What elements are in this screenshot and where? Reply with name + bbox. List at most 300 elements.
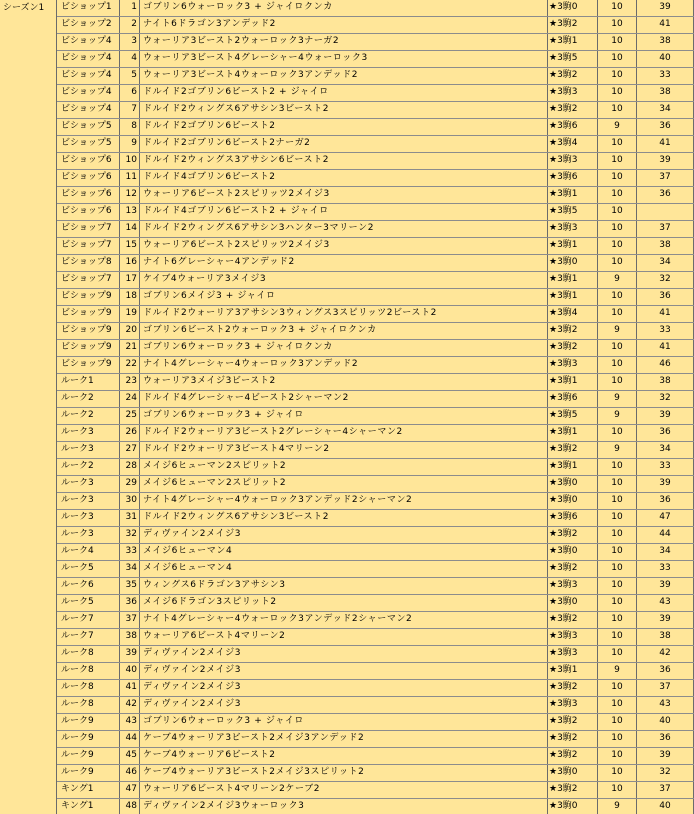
table-row: [57, 204, 694, 221]
value-cell-2[interactable]: 34: [637, 102, 694, 118]
value-cell-2[interactable]: 38: [637, 629, 694, 645]
rank-cell[interactable]: ビショップ9: [57, 323, 120, 339]
value-cell-2[interactable]: 36: [637, 119, 694, 135]
star-cell[interactable]: ★3駒1: [548, 459, 598, 475]
value-cell-1[interactable]: 9: [598, 442, 637, 458]
star-cell[interactable]: ★3駒5: [548, 51, 598, 67]
rank-cell[interactable]: ビショップ7: [57, 238, 120, 254]
composition-cell[interactable]: ウォーリア3ビースト4グレーシャー4ウォーロック3: [140, 51, 548, 67]
value-cell-1[interactable]: 10: [598, 646, 637, 662]
index-cell[interactable]: 37: [120, 612, 140, 628]
rank-cell[interactable]: ビショップ9: [57, 340, 120, 356]
value-cell-2[interactable]: 34: [637, 442, 694, 458]
composition-cell[interactable]: ディヴァイン2メイジ3: [140, 646, 548, 662]
composition-cell[interactable]: メイジ6ドラゴン3スピリット2: [140, 595, 548, 611]
rank-cell[interactable]: ルーク4: [57, 544, 120, 560]
rank-cell[interactable]: ビショップ4: [57, 102, 120, 118]
value-cell-1[interactable]: 10: [598, 85, 637, 101]
star-cell[interactable]: ★3駒3: [548, 85, 598, 101]
star-cell[interactable]: ★3駒1: [548, 187, 598, 203]
value-cell-2[interactable]: 34: [637, 544, 694, 560]
composition-cell[interactable]: ナイト6ドラゴン3アンデッド2: [140, 17, 548, 33]
value-cell-2[interactable]: 36: [637, 493, 694, 509]
value-cell-2[interactable]: 46: [637, 357, 694, 373]
value-cell-2[interactable]: 44: [637, 527, 694, 543]
star-cell[interactable]: ★3駒3: [548, 578, 598, 594]
composition-cell[interactable]: メイジ6ヒューマン4: [140, 544, 548, 560]
rank-cell[interactable]: ビショップ9: [57, 306, 120, 322]
star-cell[interactable]: ★3駒2: [548, 612, 598, 628]
table-row: [57, 170, 694, 187]
rank-cell[interactable]: ビショップ6: [57, 170, 120, 186]
value-cell-2[interactable]: 39: [637, 408, 694, 424]
table-row: [57, 68, 694, 85]
value-cell-1[interactable]: 10: [598, 34, 637, 50]
star-cell[interactable]: ★3駒1: [548, 425, 598, 441]
composition-cell[interactable]: ドルイド2ウォーリア3アサシン3ウィングス3スピリッツ2ビースト2: [140, 306, 548, 322]
value-cell-2[interactable]: 39: [637, 476, 694, 492]
rank-cell[interactable]: ルーク7: [57, 612, 120, 628]
star-cell[interactable]: ★3駒4: [548, 306, 598, 322]
value-cell-1[interactable]: 10: [598, 221, 637, 237]
star-cell[interactable]: ★3駒0: [548, 255, 598, 271]
value-cell-1[interactable]: 10: [598, 612, 637, 628]
index-cell[interactable]: 45: [120, 748, 140, 764]
index-cell[interactable]: 12: [120, 187, 140, 203]
star-cell[interactable]: ★3駒0: [548, 544, 598, 560]
value-cell-2[interactable]: 39: [637, 0, 694, 16]
rank-cell[interactable]: ルーク5: [57, 561, 120, 577]
rank-cell[interactable]: ビショップ7: [57, 221, 120, 237]
index-cell[interactable]: 28: [120, 459, 140, 475]
composition-cell[interactable]: ドルイド2ウィングス6アサシン3ビースト2: [140, 510, 548, 526]
star-cell[interactable]: ★3駒3: [548, 697, 598, 713]
value-cell-1[interactable]: 10: [598, 544, 637, 560]
value-cell-1[interactable]: 9: [598, 323, 637, 339]
rank-cell[interactable]: ビショップ6: [57, 187, 120, 203]
star-cell[interactable]: ★3駒6: [548, 119, 598, 135]
composition-cell[interactable]: ケイブ4ウォーリア3メイジ3: [140, 272, 548, 288]
star-cell[interactable]: ★3駒5: [548, 408, 598, 424]
composition-cell[interactable]: ゴブリン6メイジ3 + ジャイロ: [140, 289, 548, 305]
index-cell[interactable]: 5: [120, 68, 140, 84]
composition-cell[interactable]: ウォーリア6ビースト2スピリッツ2メイジ3: [140, 187, 548, 203]
index-cell[interactable]: 25: [120, 408, 140, 424]
index-cell[interactable]: 13: [120, 204, 140, 220]
value-cell-1[interactable]: 10: [598, 68, 637, 84]
star-cell[interactable]: ★3駒6: [548, 170, 598, 186]
rank-cell[interactable]: ビショップ4: [57, 85, 120, 101]
index-cell[interactable]: 23: [120, 374, 140, 390]
index-cell[interactable]: 8: [120, 119, 140, 135]
value-cell-2[interactable]: [637, 204, 694, 220]
star-cell[interactable]: ★3駒2: [548, 561, 598, 577]
index-cell[interactable]: 6: [120, 85, 140, 101]
rank-cell[interactable]: ビショップ2: [57, 17, 120, 33]
index-cell[interactable]: 22: [120, 357, 140, 373]
value-cell-1[interactable]: 10: [598, 561, 637, 577]
star-cell[interactable]: ★3駒3: [548, 357, 598, 373]
value-cell-2[interactable]: 36: [637, 289, 694, 305]
star-cell[interactable]: ★3駒1: [548, 374, 598, 390]
value-cell-2[interactable]: 41: [637, 136, 694, 152]
composition-cell[interactable]: ゴブリン6ウォーロック3 + ジャイロクンカ: [140, 340, 548, 356]
rank-cell[interactable]: ビショップ6: [57, 204, 120, 220]
value-cell-1[interactable]: 10: [598, 782, 637, 798]
index-cell[interactable]: 34: [120, 561, 140, 577]
index-cell[interactable]: 15: [120, 238, 140, 254]
value-cell-2[interactable]: 38: [637, 374, 694, 390]
index-cell[interactable]: 41: [120, 680, 140, 696]
index-cell[interactable]: 10: [120, 153, 140, 169]
value-cell-2[interactable]: 39: [637, 578, 694, 594]
rank-cell[interactable]: ルーク8: [57, 697, 120, 713]
star-cell[interactable]: ★3駒0: [548, 595, 598, 611]
rank-cell[interactable]: キング1: [57, 799, 120, 814]
composition-cell[interactable]: メイジ6ヒューマン4: [140, 561, 548, 577]
star-cell[interactable]: ★3駒0: [548, 765, 598, 781]
star-cell[interactable]: ★3駒0: [548, 799, 598, 814]
composition-cell[interactable]: ドルイド2ゴブリン6ビースト2: [140, 119, 548, 135]
table-row: [57, 459, 694, 476]
index-cell[interactable]: 47: [120, 782, 140, 798]
composition-cell[interactable]: ナイト4グレーシャー4ウォーロック3アンデッド2シャーマン2: [140, 493, 548, 509]
value-cell-1[interactable]: 10: [598, 493, 637, 509]
index-cell[interactable]: 3: [120, 34, 140, 50]
rank-cell[interactable]: ビショップ4: [57, 51, 120, 67]
composition-cell[interactable]: ディヴァイン2メイジ3: [140, 680, 548, 696]
composition-cell[interactable]: メイジ6ヒューマン2スピリット2: [140, 476, 548, 492]
value-cell-2[interactable]: 37: [637, 680, 694, 696]
rank-cell[interactable]: ビショップ5: [57, 119, 120, 135]
composition-cell[interactable]: ドルイド2ゴブリン6ビースト2ナーガ2: [140, 136, 548, 152]
value-cell-1[interactable]: 10: [598, 510, 637, 526]
star-cell[interactable]: ★3駒0: [548, 476, 598, 492]
index-cell[interactable]: 30: [120, 493, 140, 509]
rank-cell[interactable]: ビショップ9: [57, 289, 120, 305]
value-cell-1[interactable]: 10: [598, 0, 637, 16]
table-row: [57, 306, 694, 323]
value-cell-1[interactable]: 10: [598, 374, 637, 390]
rank-cell[interactable]: ビショップ8: [57, 255, 120, 271]
index-cell[interactable]: 44: [120, 731, 140, 747]
value-cell-1[interactable]: 10: [598, 731, 637, 747]
table-row: [57, 323, 694, 340]
rank-cell[interactable]: ルーク2: [57, 408, 120, 424]
value-cell-1[interactable]: 10: [598, 697, 637, 713]
value-cell-1[interactable]: 9: [598, 119, 637, 135]
table-row: [57, 731, 694, 748]
rank-cell[interactable]: キング1: [57, 782, 120, 798]
rank-cell[interactable]: ルーク2: [57, 459, 120, 475]
rank-cell[interactable]: ルーク3: [57, 476, 120, 492]
rank-cell[interactable]: ルーク3: [57, 493, 120, 509]
composition-cell[interactable]: ドルイド2ウォーリア3ビースト2グレーシャー4シャーマン2: [140, 425, 548, 441]
value-cell-2[interactable]: 42: [637, 646, 694, 662]
star-cell[interactable]: ★3駒3: [548, 153, 598, 169]
value-cell-2[interactable]: 36: [637, 425, 694, 441]
value-cell-2[interactable]: 33: [637, 68, 694, 84]
value-cell-1[interactable]: 10: [598, 595, 637, 611]
composition-cell[interactable]: ゴブリン6ウォーロック3 + ジャイロ: [140, 408, 548, 424]
rank-cell[interactable]: ルーク8: [57, 646, 120, 662]
value-cell-2[interactable]: 36: [637, 663, 694, 679]
index-cell[interactable]: 4: [120, 51, 140, 67]
rank-cell[interactable]: ルーク3: [57, 442, 120, 458]
value-cell-1[interactable]: 10: [598, 153, 637, 169]
star-cell[interactable]: ★3駒4: [548, 136, 598, 152]
star-cell[interactable]: ★3駒0: [548, 0, 598, 16]
index-cell[interactable]: 18: [120, 289, 140, 305]
index-cell[interactable]: 42: [120, 697, 140, 713]
index-cell[interactable]: 31: [120, 510, 140, 526]
rank-cell[interactable]: ルーク9: [57, 731, 120, 747]
star-cell[interactable]: ★3駒2: [548, 68, 598, 84]
table-row: [57, 255, 694, 272]
index-cell[interactable]: 27: [120, 442, 140, 458]
table-row: [57, 119, 694, 136]
composition-cell[interactable]: ドルイド4ゴブリン6ビースト2: [140, 170, 548, 186]
value-cell-2[interactable]: 33: [637, 459, 694, 475]
value-cell-1[interactable]: 10: [598, 306, 637, 322]
composition-cell[interactable]: ケーブ4ウォーリア6ビースト2: [140, 748, 548, 764]
star-cell[interactable]: ★3駒2: [548, 340, 598, 356]
rank-cell[interactable]: ルーク3: [57, 527, 120, 543]
composition-cell[interactable]: ディヴァイン2メイジ3: [140, 527, 548, 543]
rank-cell[interactable]: ルーク3: [57, 425, 120, 441]
value-cell-1[interactable]: 10: [598, 578, 637, 594]
rank-cell[interactable]: ルーク9: [57, 714, 120, 730]
value-cell-1[interactable]: 10: [598, 357, 637, 373]
value-cell-2[interactable]: 43: [637, 697, 694, 713]
value-cell-1[interactable]: 10: [598, 714, 637, 730]
composition-cell[interactable]: メイジ6ヒューマン2スピリット2: [140, 459, 548, 475]
table-row: [57, 102, 694, 119]
index-cell[interactable]: 19: [120, 306, 140, 322]
value-cell-2[interactable]: 39: [637, 612, 694, 628]
value-cell-2[interactable]: 40: [637, 799, 694, 814]
star-cell[interactable]: ★3駒2: [548, 527, 598, 543]
rank-cell[interactable]: ビショップ4: [57, 68, 120, 84]
composition-cell[interactable]: ケーブ4ウォーリア3ビースト2メイジ3アンデッド2: [140, 731, 548, 747]
composition-cell[interactable]: ウォーリア6ビースト4マリーン2: [140, 629, 548, 645]
value-cell-2[interactable]: 41: [637, 340, 694, 356]
value-cell-1[interactable]: 10: [598, 680, 637, 696]
index-cell[interactable]: 38: [120, 629, 140, 645]
value-cell-2[interactable]: 39: [637, 153, 694, 169]
rank-cell[interactable]: ルーク8: [57, 663, 120, 679]
value-cell-1[interactable]: 9: [598, 799, 637, 814]
index-cell[interactable]: 11: [120, 170, 140, 186]
star-cell[interactable]: ★3駒2: [548, 714, 598, 730]
star-cell[interactable]: ★3駒1: [548, 289, 598, 305]
composition-cell[interactable]: ドルイド4グレーシャー4ビースト2シャーマン2: [140, 391, 548, 407]
value-cell-1[interactable]: 10: [598, 629, 637, 645]
value-cell-1[interactable]: 10: [598, 289, 637, 305]
value-cell-2[interactable]: 37: [637, 221, 694, 237]
value-cell-2[interactable]: 40: [637, 51, 694, 67]
composition-cell[interactable]: ウォーリア3ビースト2ウォーロック3ナーガ2: [140, 34, 548, 50]
index-cell[interactable]: 20: [120, 323, 140, 339]
value-cell-1[interactable]: 10: [598, 51, 637, 67]
star-cell[interactable]: ★3駒0: [548, 493, 598, 509]
value-cell-2[interactable]: 33: [637, 323, 694, 339]
star-cell[interactable]: ★3駒2: [548, 680, 598, 696]
rank-cell[interactable]: ビショップ9: [57, 357, 120, 373]
rank-cell[interactable]: ビショップ1: [57, 0, 120, 16]
rank-cell[interactable]: ルーク2: [57, 391, 120, 407]
rank-cell[interactable]: ルーク8: [57, 680, 120, 696]
composition-cell[interactable]: ウィングス6ドラゴン3アサシン3: [140, 578, 548, 594]
star-cell[interactable]: ★3駒6: [548, 391, 598, 407]
value-cell-1[interactable]: 9: [598, 391, 637, 407]
value-cell-1[interactable]: 9: [598, 408, 637, 424]
index-cell[interactable]: 43: [120, 714, 140, 730]
value-cell-2[interactable]: 37: [637, 782, 694, 798]
value-cell-2[interactable]: 41: [637, 17, 694, 33]
value-cell-2[interactable]: 33: [637, 561, 694, 577]
value-cell-2[interactable]: 32: [637, 765, 694, 781]
value-cell-2[interactable]: 36: [637, 187, 694, 203]
value-cell-1[interactable]: 10: [598, 459, 637, 475]
star-cell[interactable]: ★3駒1: [548, 238, 598, 254]
composition-cell[interactable]: ディヴァイン2メイジ3ウォーロック3: [140, 799, 548, 814]
value-cell-2[interactable]: 34: [637, 255, 694, 271]
index-cell[interactable]: 17: [120, 272, 140, 288]
rank-cell[interactable]: ビショップ7: [57, 272, 120, 288]
value-cell-1[interactable]: 10: [598, 187, 637, 203]
value-cell-2[interactable]: 41: [637, 306, 694, 322]
star-cell[interactable]: ★3駒2: [548, 731, 598, 747]
value-cell-1[interactable]: 10: [598, 255, 637, 271]
value-cell-1[interactable]: 10: [598, 102, 637, 118]
composition-cell[interactable]: ゴブリン6ウォーロック3 + ジャイロ: [140, 714, 548, 730]
value-cell-1[interactable]: 10: [598, 170, 637, 186]
rank-cell[interactable]: ルーク6: [57, 578, 120, 594]
composition-cell[interactable]: ナイト4グレーシャー4ウォーロック3アンデッド2シャーマン2: [140, 612, 548, 628]
composition-cell[interactable]: ドルイド2ゴブリン6ビースト2 + ジャイロ: [140, 85, 548, 101]
composition-cell[interactable]: ウォーリア3メイジ3ビースト2: [140, 374, 548, 390]
value-cell-1[interactable]: 10: [598, 204, 637, 220]
star-cell[interactable]: ★3駒2: [548, 748, 598, 764]
rank-cell[interactable]: ビショップ4: [57, 34, 120, 50]
index-cell[interactable]: 9: [120, 136, 140, 152]
rank-cell[interactable]: ルーク9: [57, 748, 120, 764]
index-cell[interactable]: 29: [120, 476, 140, 492]
rank-cell[interactable]: ルーク7: [57, 629, 120, 645]
value-cell-2[interactable]: 32: [637, 272, 694, 288]
composition-cell[interactable]: ウォーリア3ビースト4ウォーロック3アンデッド2: [140, 68, 548, 84]
composition-cell[interactable]: ドルイド4ゴブリン6ビースト2 + ジャイロ: [140, 204, 548, 220]
star-cell[interactable]: ★3駒2: [548, 102, 598, 118]
index-cell[interactable]: 7: [120, 102, 140, 118]
value-cell-2[interactable]: 32: [637, 391, 694, 407]
star-cell[interactable]: ★3駒6: [548, 510, 598, 526]
index-cell[interactable]: 36: [120, 595, 140, 611]
value-cell-1[interactable]: 10: [598, 765, 637, 781]
composition-cell[interactable]: ドルイド2ウォーリア3ビースト4マリーン2: [140, 442, 548, 458]
value-cell-1[interactable]: 9: [598, 272, 637, 288]
index-cell[interactable]: 21: [120, 340, 140, 356]
index-cell[interactable]: 40: [120, 663, 140, 679]
value-cell-1[interactable]: 10: [598, 340, 637, 356]
index-cell[interactable]: 48: [120, 799, 140, 814]
composition-cell[interactable]: ディヴァイン2メイジ3: [140, 663, 548, 679]
value-cell-2[interactable]: 38: [637, 34, 694, 50]
value-cell-2[interactable]: 47: [637, 510, 694, 526]
star-cell[interactable]: ★3駒2: [548, 323, 598, 339]
rank-cell[interactable]: ルーク1: [57, 374, 120, 390]
composition-cell[interactable]: ウォーリア6ビースト4マリーン2ケーブ2: [140, 782, 548, 798]
composition-cell[interactable]: ドルイド2ウィングス6アサシン3ハンター3マリーン2: [140, 221, 548, 237]
value-cell-1[interactable]: 10: [598, 748, 637, 764]
season-cell[interactable]: シーズン1: [0, 0, 57, 814]
rank-cell[interactable]: ビショップ5: [57, 136, 120, 152]
composition-cell[interactable]: ゴブリン6ビースト2ウォーロック3 + ジャイロクンカ: [140, 323, 548, 339]
star-cell[interactable]: ★3駒2: [548, 17, 598, 33]
index-cell[interactable]: 16: [120, 255, 140, 271]
value-cell-2[interactable]: 36: [637, 731, 694, 747]
value-cell-1[interactable]: 9: [598, 663, 637, 679]
value-cell-2[interactable]: 38: [637, 85, 694, 101]
value-cell-2[interactable]: 38: [637, 238, 694, 254]
value-cell-1[interactable]: 10: [598, 136, 637, 152]
index-cell[interactable]: 46: [120, 765, 140, 781]
rank-cell[interactable]: ルーク3: [57, 510, 120, 526]
value-cell-1[interactable]: 10: [598, 527, 637, 543]
star-cell[interactable]: ★3駒3: [548, 646, 598, 662]
value-cell-1[interactable]: 10: [598, 238, 637, 254]
index-cell[interactable]: 33: [120, 544, 140, 560]
value-cell-2[interactable]: 43: [637, 595, 694, 611]
index-cell[interactable]: 1: [120, 0, 140, 16]
index-cell[interactable]: 26: [120, 425, 140, 441]
composition-cell[interactable]: ドルイド2ウィングス3アサシン6ビースト2: [140, 153, 548, 169]
table-row: [57, 442, 694, 459]
index-cell[interactable]: 14: [120, 221, 140, 237]
composition-cell[interactable]: ナイト6グレーシャー4アンデッド2: [140, 255, 548, 271]
star-cell[interactable]: ★3駒1: [548, 663, 598, 679]
star-cell[interactable]: ★3駒3: [548, 629, 598, 645]
composition-cell[interactable]: ドルイド2ウィングス6アサシン3ビースト2: [140, 102, 548, 118]
rank-cell[interactable]: ルーク5: [57, 595, 120, 611]
value-cell-1[interactable]: 10: [598, 425, 637, 441]
value-cell-1[interactable]: 10: [598, 476, 637, 492]
composition-cell[interactable]: ディヴァイン2メイジ3: [140, 697, 548, 713]
star-cell[interactable]: ★3駒2: [548, 782, 598, 798]
composition-cell[interactable]: ケーブ4ウォーリア3ビースト2メイジ3スピリット2: [140, 765, 548, 781]
index-cell[interactable]: 32: [120, 527, 140, 543]
index-cell[interactable]: 39: [120, 646, 140, 662]
star-cell[interactable]: ★3駒3: [548, 221, 598, 237]
star-cell[interactable]: ★3駒1: [548, 34, 598, 50]
star-cell[interactable]: ★3駒5: [548, 204, 598, 220]
composition-cell[interactable]: ゴブリン6ウォーロック3 + ジャイロクンカ: [140, 0, 548, 16]
composition-cell[interactable]: ナイト4グレーシャー4ウォーロック3アンデッド2: [140, 357, 548, 373]
value-cell-2[interactable]: 37: [637, 170, 694, 186]
value-cell-2[interactable]: 39: [637, 748, 694, 764]
rank-cell[interactable]: ビショップ6: [57, 153, 120, 169]
index-cell[interactable]: 24: [120, 391, 140, 407]
composition-cell[interactable]: ウォーリア6ビースト2スピリッツ2メイジ3: [140, 238, 548, 254]
star-cell[interactable]: ★3駒2: [548, 442, 598, 458]
value-cell-2[interactable]: 40: [637, 714, 694, 730]
rank-cell[interactable]: ルーク9: [57, 765, 120, 781]
value-cell-1[interactable]: 10: [598, 17, 637, 33]
star-cell[interactable]: ★3駒1: [548, 272, 598, 288]
index-cell[interactable]: 35: [120, 578, 140, 594]
index-cell[interactable]: 2: [120, 17, 140, 33]
